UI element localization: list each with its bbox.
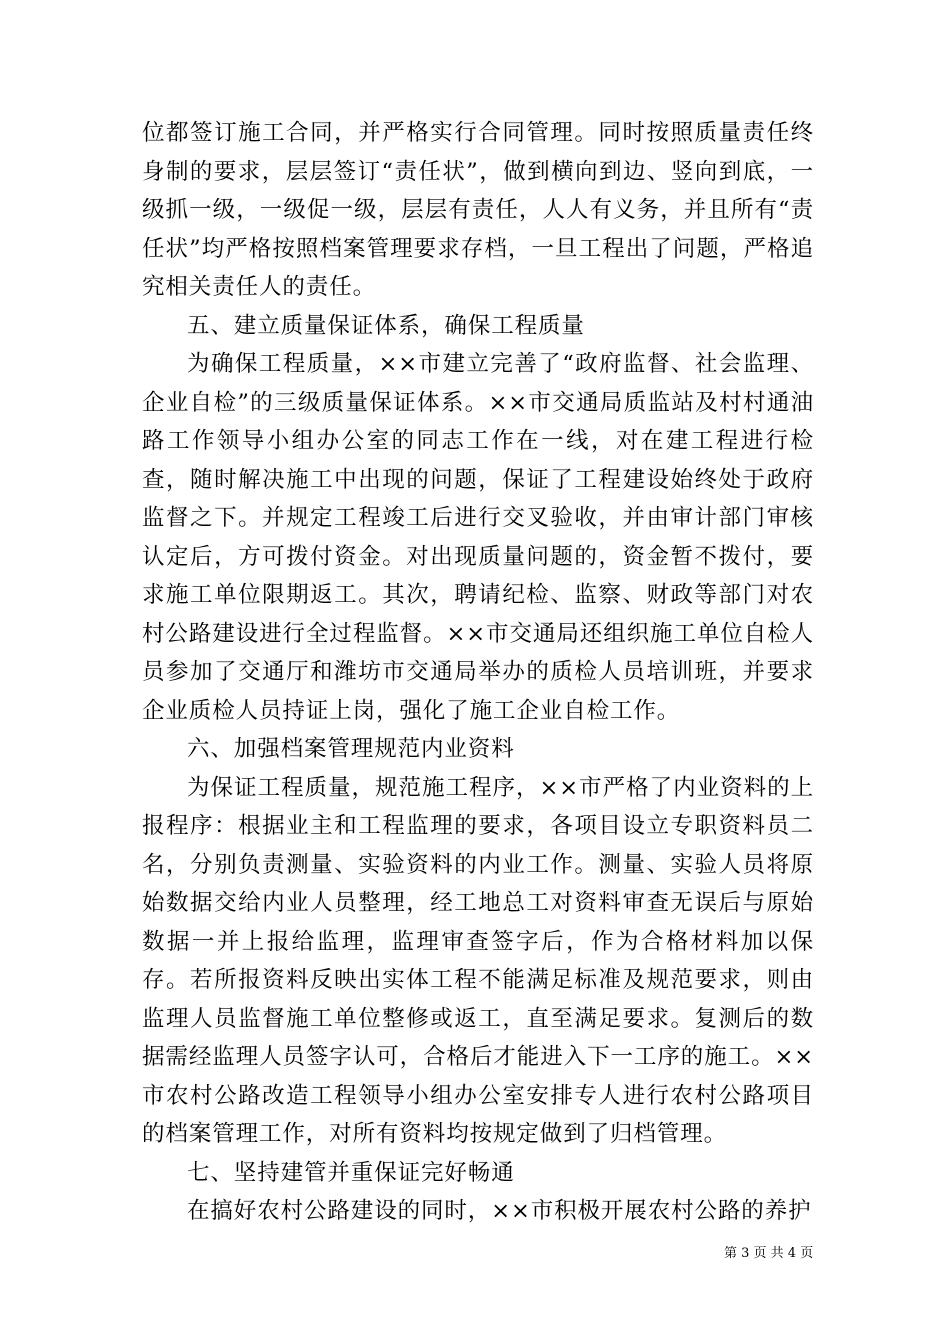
paragraph-quality-assurance: 为确保工程质量，××市建立完善了“政府监督、社会监理、企业自检”的三级质量保证体系。××市交通局质监站及村村通油路工作领导小组办公室的同志工作在一线，对在建工程进行检查，随时解决施工中出现的问题，保证了工程建设始终处于政府监督之下。并规定工程竣工后进行交叉验收，并由审计部门审核认定后，方可拨付资金。对出现质量问题的，资金暂不拨付，要求施工单位限期返工。其次，聘请纪检、监察、财政等部门对农村公路建设进行全过程监督。××市交通局还组织施工单位自检人员参加了交通厅和潍坊市交通局举办的质检人员培训班，并要求企业质检人员持证上岗，强化了施工企业自检工作。: [142, 351, 814, 724]
document-body: [142, 114, 814, 1231]
paragraph-maintenance: 在搞好农村公路建设的同时，××市积极开展农村公路的养护: [187, 1198, 812, 1224]
page-number-footer: 第 3 页 共 4 页: [724, 1246, 814, 1261]
paragraph-responsibility: 位都签订施工合同，并严格实行合同管理。同时按照质量责任终身制的要求，层层签订“责任状”，做到横向到边、竖向到底，一级抓一级，一级促一级，层层有责任，人人有义务，并且所有“责任状”均严格按照档案管理要求存档，一旦工程出了问题，严格追究相关责任人的责任。: [142, 120, 814, 300]
paragraph-archive-management: 为保证工程质量，规范施工程序，××市严格了内业资料的上报程序：根据业主和工程监理的要求，各项目设立专职资料员二名，分别负责测量、实验资料的内业工作。测量、实验人员将原始数据交给内业人员整理，经工地总工对资料审查无误后与原始数据一并上报给监理，监理审查签字后，作为合格材料加以保存。若所报资料反映出实体工程不能满足标准及规范要求，则由监理人员监督施工单位整修或返工，直至满足要求。复测后的数据需经监理人员签字认可，合格后才能进入下一工序的施工。××市农村公路改造工程领导小组办公室安排专人进行农村公路项目的档案管理工作，对所有资料均按规定做到了归档管理。: [142, 774, 814, 1147]
section-heading-6: 六、加强档案管理规范内业资料: [187, 736, 515, 762]
section-heading-7: 七、坚持建管并重保证完好畅通: [187, 1159, 515, 1186]
section-heading-5: 五、建立质量保证体系，确保工程质量: [187, 312, 585, 339]
